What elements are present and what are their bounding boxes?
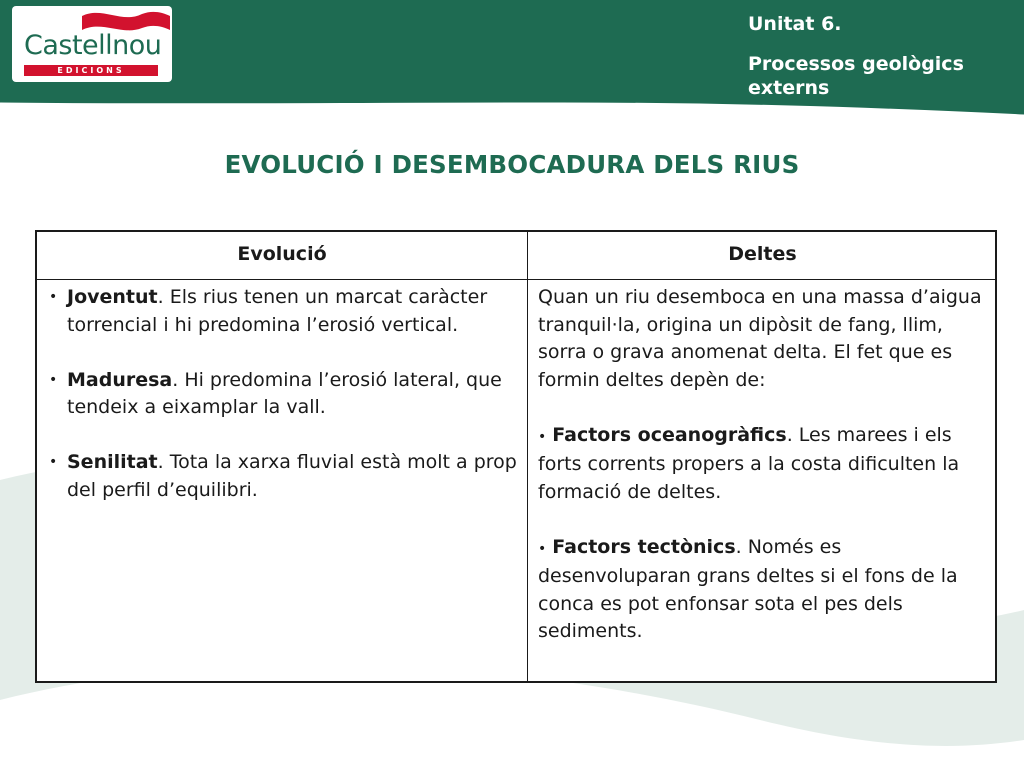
page-title: EVOLUCIÓ I DESEMBOCADURA DELS RIUS bbox=[224, 150, 800, 179]
list-item bbox=[49, 449, 519, 504]
bullet-icon: • bbox=[49, 371, 58, 388]
list-item bbox=[538, 534, 993, 646]
stage-term: Senilitat bbox=[67, 451, 158, 473]
deltes-cell bbox=[538, 284, 993, 673]
column-divider bbox=[527, 232, 528, 681]
factor-term: Factors tectònics bbox=[552, 535, 736, 558]
stage-term: Joventut bbox=[67, 286, 158, 308]
bullet-icon: • bbox=[538, 428, 547, 445]
evolucio-cell bbox=[49, 284, 519, 532]
deltes-intro: Quan un riu desemboca en una massa d’aigua tranquil·la, origina un dipòsit de fang, llim, sorra o grava anomenat delta. El fet que es formin deltes depèn de: bbox=[538, 286, 982, 391]
unit-title: Processos geològics externs bbox=[748, 53, 964, 99]
factor-term: Factors oceanogràfics bbox=[552, 423, 787, 446]
logo-subtitle: EDICIONS bbox=[24, 65, 158, 76]
stage-description: . Els rius tenen un marcat caràcter torrencial i hi predomina l’erosió vertical. bbox=[67, 286, 488, 336]
header-divider bbox=[37, 279, 995, 280]
stage-description: . Tota la xarxa fluvial està molt a prop del perfil d’equilibri. bbox=[67, 451, 517, 501]
bullet-icon: • bbox=[49, 454, 58, 470]
stage-term: Maduresa bbox=[67, 368, 173, 391]
bullet-icon: • bbox=[538, 540, 547, 557]
column-header-deltes: Deltes bbox=[728, 243, 797, 265]
column-header-evolucio: Evolució bbox=[237, 243, 327, 265]
list-item bbox=[49, 367, 519, 422]
logo-wordmark: Castellnou bbox=[24, 30, 162, 61]
unit-number: Unitat 6. bbox=[748, 13, 842, 35]
stage-description: . Hi predomina l’erosió lateral, que tendeix a eixamplar la vall. bbox=[67, 368, 502, 418]
list-item bbox=[49, 284, 519, 339]
castellnou-logo bbox=[12, 6, 172, 82]
factor-description: . Només es desenvoluparan grans deltes si el fons de la conca es pot enfonsar sota el pes dels sediments. bbox=[538, 535, 958, 642]
bullet-icon: • bbox=[49, 289, 58, 305]
content-table bbox=[35, 230, 997, 683]
factor-description: . Les marees i els forts corrents propers a la costa dificulten la formació de deltes. bbox=[538, 423, 960, 503]
unit-heading bbox=[748, 12, 1018, 100]
list-item bbox=[538, 422, 993, 507]
